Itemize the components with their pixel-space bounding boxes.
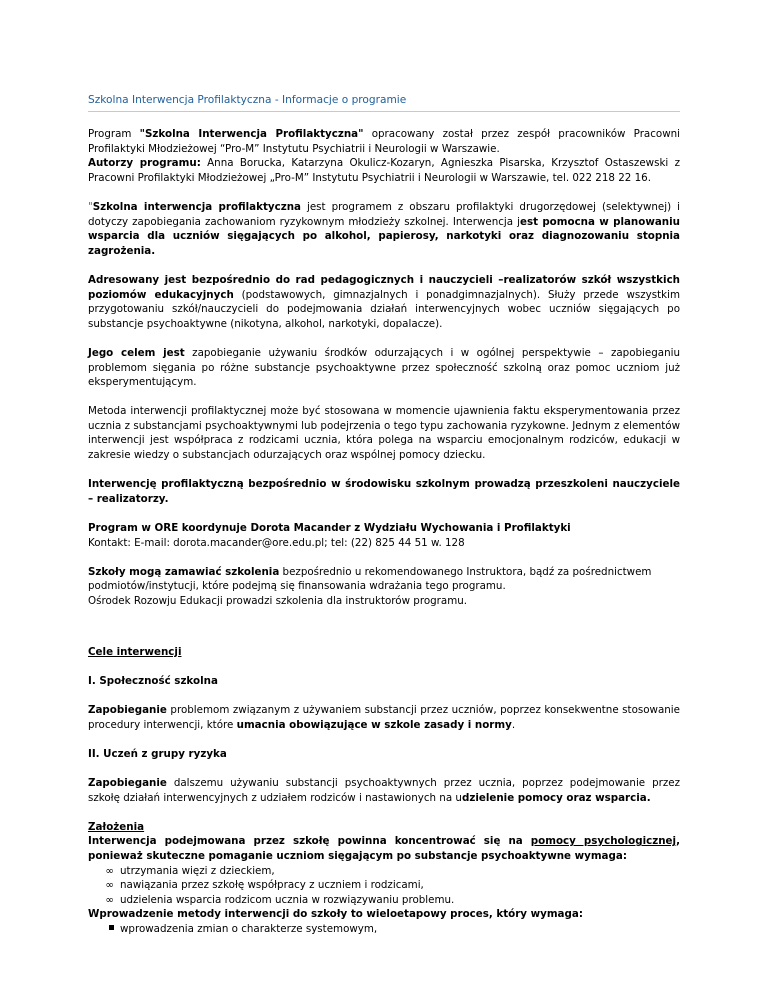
- goal-text: zapobieganie używaniu środków odurzających i w ogólnej perspektywie – zapobieganiu problemom sięgania po różne substancje psychoaktywne przez społeczność szkolną oraz pomoc uczniom już eksperymentującym.: [88, 346, 680, 389]
- training-paragraph: [88, 565, 680, 609]
- assumptions-text-2: , ponieważ skuteczne pomaganie uczniom sięgającym po substancje psychoaktywne wymaga:: [88, 835, 680, 862]
- implementers-text: Interwencję profilaktyczną bezpośrednio w środowisku szkolnym prowadzą przeszkoleni nauczyciele – realizatorzy.: [88, 478, 680, 505]
- assumptions-paragraph: [88, 834, 680, 863]
- section-1-text: problemom związanym z używaniem substancji przez uczniów, poprzez konsekwentne stosowanie procedury interwencji, które: [88, 703, 680, 731]
- requirements-list: [88, 864, 680, 908]
- process-list: [88, 922, 680, 937]
- section-1-emphasis: umacnia obowiązujące w szkole zasady i normy: [236, 718, 512, 731]
- authors-text: Anna Borucka, Katarzyna Okulicz-Kozaryn, Agnieszka Pisarska, Krzysztof Ostaszewski z Pracowni Profilaktyki Młodzieżowej „Pro-M” Instytutu Psychiatrii i Neurologii w Warszawie, tel. 022 218 22 16.: [88, 157, 680, 184]
- section-2-emphasis: dzielenie pomocy oraz wsparcia.: [461, 791, 651, 804]
- coordinator-paragraph: [88, 521, 680, 550]
- psychological-help-text: pomocy psychologicznej: [530, 835, 677, 848]
- infinity-bullet-icon: ∞: [105, 864, 114, 877]
- assumptions-heading-text: Założenia: [88, 820, 145, 833]
- process-paragraph: [88, 907, 680, 922]
- goals-heading: [88, 645, 680, 660]
- section-2-heading: [88, 747, 680, 762]
- section-2-lead: Zapobieganie: [88, 776, 167, 789]
- program-description-paragraph: [88, 200, 680, 258]
- assumptions-text: Interwencja podejmowana przez szkołę powinna koncentrować się na: [88, 835, 531, 848]
- square-bullet-icon: [88, 922, 114, 937]
- audience-emphasis: Adresowany jest bezpośrednio do rad pedagogicznych i nauczycieli –realizatorów szkół wszystkich poziomów edukacyjnych: [88, 273, 680, 301]
- assumptions-heading: [88, 820, 680, 835]
- list-item-text: udzielenia wsparcia rodzicom ucznia w rozwiązywaniu problemu.: [120, 893, 455, 906]
- contact-text: Kontakt: E-mail: dorota.macander@ore.edu.pl; tel: (22) 825 44 51 w. 128: [88, 536, 465, 549]
- audience-paragraph: [88, 273, 680, 331]
- implementers-paragraph: [88, 477, 680, 506]
- section-2-heading-text: II. Uczeń z grupy ryzyka: [88, 747, 227, 760]
- infinity-bullet-icon: ∞: [105, 879, 114, 892]
- method-paragraph: Metoda interwencji profilaktycznej może być stosowana w momencie ujawnienia faktu eksperymentowania przez ucznia z substancjami psychoaktywnymi lub podejrzenia o tego typu zachowania ryzykowne. Jednym z elementów interwencji jest współpraca z rodzicami ucznia, która polega na wsparciu emocjonalnym rodziców, edukacji w zakresie wiedzy o substancjach odurzających oraz wspólnej pomocy dziecku.: [88, 405, 680, 462]
- intro-text: opracowany został przez zespół pracowników Pracowni Profilaktyki Młodzieżowej “Pro-M” Instytutu Psychiatrii i Neurologii w Warszawie.: [88, 128, 681, 155]
- authors-label: Autorzy programu:: [88, 157, 201, 170]
- section-2-text: dalszemu używaniu substancji psychoaktywnych przez ucznia, poprzez podejmowanie przez szkołę działań interwencyjnych z udziałem rodziców i nastawionych na u: [88, 776, 680, 804]
- description-emphasis: est pomocna w planowaniu wsparcia dla uczniów sięgających po alkohol, papierosy, narkotyki oraz diagnozowaniu stopnia zagrożenia.: [88, 215, 680, 257]
- ore-training-text: Ośrodek Rozowju Edukacji prowadzi szkolenia dla instruktorów programu.: [88, 595, 468, 607]
- goal-paragraph: [88, 346, 680, 390]
- section-1-paragraph: [88, 703, 680, 732]
- list-item: [88, 893, 680, 908]
- section-1-period: .: [511, 718, 516, 731]
- list-item-text: wprowadzenia zmian o charakterze systemowym,: [120, 922, 378, 935]
- section-2-paragraph: [88, 776, 680, 805]
- goals-heading-text: Cele interwencji: [88, 645, 182, 658]
- page-title: Szkolna Interwencja Profilaktyczna - Informacje o programie: [88, 93, 680, 112]
- program-term: Szkolna interwencja profilaktyczna: [92, 200, 301, 213]
- list-item: [88, 878, 680, 893]
- section-1-heading: [88, 674, 680, 689]
- coordinator-text: Program w ORE koordynuje Dorota Macander z Wydziału Wychowania i Profilaktyki: [88, 522, 571, 535]
- list-item: [88, 864, 680, 879]
- list-item-text: utrzymania więzi z dzieckiem,: [120, 864, 275, 877]
- description-text: jest programem z obszaru profilaktyki drugorzędowej (selektywnej) i dotyczy zapobiegania zachowaniom ryzykownym młodzieży szkolnej. Interwencja j: [88, 200, 680, 228]
- intro-text: Program: [88, 128, 140, 140]
- training-text: bezpośrednio u rekomendowanego Instruktora, bądź za pośrednictwem podmiotów/instytucji, które podejmą się finansowania wdrażania tego programu.: [88, 565, 652, 593]
- list-item-text: nawiązania przez szkołę współpracy z uczniem i rodzicami,: [120, 879, 424, 892]
- section-1-lead: Zapobieganie: [88, 703, 167, 716]
- goal-label: Jego celem jest: [88, 346, 185, 359]
- quote-mark: ": [88, 200, 93, 213]
- infinity-bullet-icon: ∞: [105, 893, 114, 906]
- program-intro-paragraph: [88, 127, 680, 185]
- list-item: [88, 922, 680, 937]
- process-text: Wprowadzenie metody interwencji do szkoły to wieloetapowy proces, który wymaga:: [88, 908, 583, 921]
- training-emphasis: Szkoły mogą zamawiać szkolenia: [88, 565, 280, 578]
- program-name: "Szkolna Interwencja Profilaktyczna": [139, 128, 364, 140]
- section-1-heading-text: I. Społeczność szkolna: [88, 674, 218, 687]
- audience-text: (podstawowych, gimnazjalnych i ponadgimnazjalnych). Służy przede wszystkim przygotowaniu szkół/nauczycieli do podejmowania działań interwencyjnych wobec uczniów sięgających po substancje psychoaktywne (nikotyna, alkohol, narkotyki, dopalacze).: [88, 288, 680, 330]
- document-body: [88, 127, 680, 936]
